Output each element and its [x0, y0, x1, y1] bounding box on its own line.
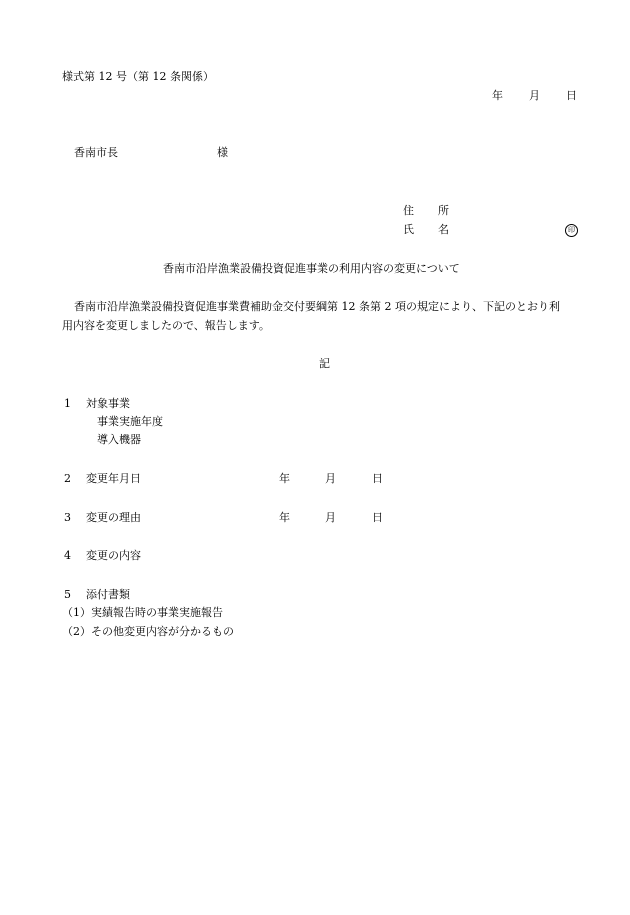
item3-year: 年	[279, 511, 290, 524]
item5-sub1: （1）実績報告時の事業実施報告	[62, 606, 223, 619]
form-number: 様式第 12 号（第 12 条関係）	[62, 70, 214, 83]
document-title: 香南市沿岸漁業設備投資促進事業の利用内容の変更について	[163, 262, 460, 275]
item5-sub2: （2）その他変更内容が分かるもの	[62, 625, 234, 638]
name-label-char-1: 氏	[403, 223, 414, 236]
item1-label: 対象事業	[86, 397, 130, 410]
item4-label: 変更の内容	[86, 549, 141, 562]
ki-heading: 記	[319, 357, 330, 370]
date-year-label: 年	[492, 89, 503, 102]
item5-number: 5	[64, 588, 71, 601]
item3-month: 月	[325, 511, 336, 524]
item2-number: 2	[64, 472, 71, 485]
item1-sub1: 事業実施年度	[97, 415, 163, 428]
body-line-2: 用内容を変更しましたので、報告します。	[62, 319, 270, 332]
item4-number: 4	[64, 549, 71, 562]
item3-day: 日	[372, 511, 383, 524]
addressee-honorific: 様	[217, 146, 228, 159]
item1-sub2: 導入機器	[97, 433, 141, 446]
item5-label: 添付書類	[86, 588, 130, 601]
date-day-label: 日	[566, 89, 577, 102]
item2-label: 変更年月日	[86, 472, 141, 485]
date-month-label: 月	[529, 89, 540, 102]
item3-label: 変更の理由	[86, 511, 141, 524]
name-label-char-2: 名	[438, 223, 449, 236]
address-label-char-1: 住	[403, 204, 414, 217]
item2-month: 月	[325, 472, 336, 485]
address-label-char-2: 所	[438, 204, 449, 217]
body-line-1: 香南市沿岸漁業設備投資促進事業費補助金交付要綱第 12 条第 2 項の規定により、下記のとおり利	[74, 300, 560, 313]
item2-day: 日	[372, 472, 383, 485]
item3-number: 3	[64, 511, 71, 524]
item2-year: 年	[279, 472, 290, 485]
seal-mark: 印	[565, 224, 578, 237]
addressee-name: 香南市長	[74, 146, 118, 159]
item1-number: 1	[64, 397, 71, 410]
